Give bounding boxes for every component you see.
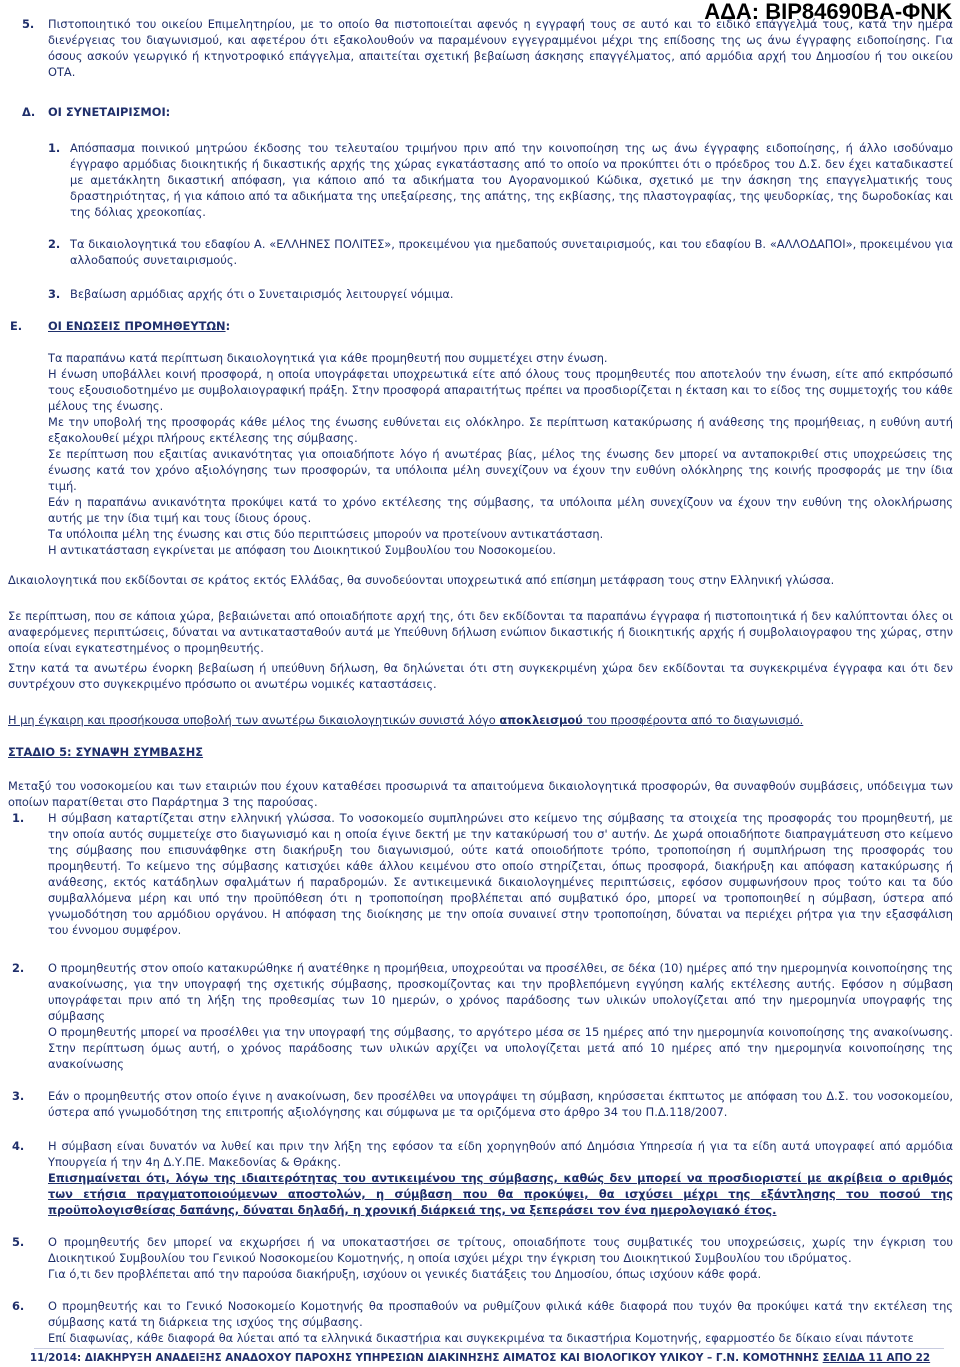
- section-e-paragraph: Σε περίπτωση που εξαιτίας ανικανότητας για οποιαδήποτε λόγο ή ανωτέρας βίας, μέλος της ένωσης δεν μπορεί να ανταποκριθεί στις υποχρεώσεις της ένωσης κατά τον χρόνο αξιολόγησης των προσφορών, τα υπόλοιπα μέλη συνεχίζουν να έχουν την ευθύνη ολόκληρης της κοινής προσφοράς με την ίδια τιμή.: [48, 447, 953, 493]
- stage-5-item-2-body: [48, 960, 953, 1072]
- stage-5-item-3-text: Εάν ο προμηθευτής στον οποίο έγινε η ανακοίνωση, δεν προσέλθει να υπογράψει τη σύμβαση, κηρύσσεται έκπτωτος με απόφαση του Δ.Σ. του νοσοκομείου, ύστερα από γνωμοδότηση της επιτροπής αξιολόγησης και σύμφωνα με τα οριζόμενα στο άρθρο 34 του Π.Δ.118/2007.: [48, 1089, 953, 1119]
- section-e-paragraph: Τα παραπάνω κατά περίπτωση δικαιολογητικά για κάθε προμηθευτή που συμμετέχει στην ένωση.: [48, 351, 608, 365]
- stage-5-item-2-number: 2.: [12, 961, 25, 975]
- section-e-body: [48, 350, 953, 558]
- section-e-paragraph: Εάν η παραπάνω ανικανότητα προκύψει κατά το χρόνο εκτέλεσης της σύμβασης, τα υπόλοιπα μέλη συνεχίζουν να έχουν την ευθύνη της ολοκλήρωσης αυτής με την ίδια τιμή και τους ίδιους όρους.: [48, 495, 953, 525]
- stage-5-item-1-number: 1.: [12, 811, 25, 825]
- stage-5-item-5-number: 5.: [12, 1235, 25, 1249]
- section-e-paragraph: Τα υπόλοιπα μέλη της ένωσης και στις δύο περιπτώσεις μπορούν να προτείνουν αντικατάσταση.: [48, 527, 604, 541]
- section-e-paragraph: Η αντικατάσταση εγκρίνεται με απόφαση του Διοικητικού Συμβουλίου του Νοσοκομείου.: [48, 543, 557, 557]
- stage-5-title: ΣΤΑΔΙΟ 5: ΣΥΝΑΨΗ ΣΥΜΒΑΣΗΣ: [8, 745, 204, 759]
- section-e-paragraph: Με την υποβολή της προσφοράς κάθε μέλος της ένωσης ευθύνεται εις ολόκληρο. Σε περίπτωση κατακύρωσης ή ανάθεσης της προμήθειας, η ευθύνη αυτή εξακολουθεί μέχρι πλήρους εκτέλεσης της σύμβασης.: [48, 415, 953, 445]
- page-footer: [0, 1350, 960, 1366]
- section-d-item-3-number: 3.: [48, 287, 61, 301]
- ada-code: ΑΔΑ: ΒΙΡ84690ΒΑ-ΦΝΚ: [704, 0, 952, 24]
- footer-page-label: ΣΕΛΙΔΑ 11 ΑΠΟ 22: [822, 1352, 931, 1364]
- section-e-title-wrap: [48, 318, 230, 334]
- stage-5-item-2-paragraph: Ο προμηθευτής μπορεί να προσέλθει για την υπογραφή της σύμβασης, το αργότερο μέσα σε 15 ημέρες από την ημερομηνία κοινοποίησης της ανακοίνωσης. Στην περίπτωση όμως αυτή, ο χρόνος παράδοσης των υλικών αρχίζει να υπολογίζεται μετά από 10 ημέρες από την ημερομηνία κοινοποίησης της ανακοίνωσης: [48, 1025, 953, 1071]
- stage-5-item-6-number: 6.: [12, 1299, 25, 1313]
- stage-5-item-6-paragraph: Επί διαφωνίας, κάθε διαφορά θα λύεται από τα ελληνικά δικαστήρια και συγκεκριμένα τα δικαστήρια Κομοτηνής, εφαρμοστέο δε δίκαιο είναι πάντοτε: [48, 1331, 914, 1345]
- stage-5-item-2-paragraph: Ο προμηθευτής στον οποίο κατακυρώθηκε ή ανατέθηκε η προμήθεια, υποχρεούται να προσέλθει, σε δέκα (10) ημέρες από την ημερομηνία κοινοποίησης της ανακοίνωσης, για την υπογραφή της σχετικής σύμβασης, προσκομίζοντας και την προβλεπόμενη εγγύηση καλής εκτέλεσης αυτής. Εφόσον η σύμβαση υπογράφεται πριν από τη λήξη της προθεσμίας των 10 ημερών, ο χρόνος παράδοσης των υλικών υπολογίζεται από την ημερομηνία υπογραφής της σύμβασης: [48, 961, 953, 1023]
- section-e-letter: Ε.: [10, 319, 23, 333]
- section-d-item-1-number: 1.: [48, 141, 61, 155]
- stage-5-item-6-body: [48, 1298, 953, 1346]
- stage-5-item-5-paragraph: Για ό,τι δεν προβλέπεται από την παρούσα διακήρυξη, ισχύουν οι γενικές διατάξεις του Δημοσίου, όπως ισχύουν κάθε φορά.: [48, 1267, 762, 1281]
- section-d-item-2-text: Τα δικαιολογητικά του εδαφίου Α. «ΕΛΛΗΝΕΣ ΠΟΛΙΤΕΣ», προκειμένου για ημεδαπούς συνεταιρισμούς, και του εδαφίου Β. «ΑΛΛΟΔΑΠΟΙ», προκειμένου για αλλοδαπούς συνεταιρισμούς.: [70, 237, 953, 267]
- section-d-item-1-text: Απόσπασμα ποινικού μητρώου έκδοσης του τελευταίου τριμήνου πριν από την κοινοποίηση της ως άνω έγγραφης ειδοποίησης, ή άλλο ισοδύναμο έγγραφο αρμόδιας διοικητικής ή δικαστικής αρχής της χώρας εγκατάστασης από το οποίο να προκύπτει ότι ο πρόεδρος του Δ.Σ. δεν έχει καταδικαστεί με αμετάκλητη δικαστική απόφαση, για κάποιο από τα αδικήματα του Αγορανομικού Κώδικα, σχετικό με την άσκηση της επαγγελματικής τους δραστηριότητας, ή για κάποιο από τα αδικήματα της υπεξαίρεσης, της απάτης, της εκβίασης, της πλαστογραφίας, της ψευδορκίας, της δωροδοκίας και της δόλιας χρεοκοπίας.: [70, 141, 953, 219]
- footer-text: 11/2014: ΔΙΑΚΗΡΥΞΗ ΑΝΑΔΕΙΞΗΣ ΑΝΑΔΟΧΟΥ ΠΑΡΟΧΗΣ ΥΠΗΡΕΣΙΩΝ ΔΙΑΚΙΝΗΣΗΣ ΑΙΜΑΤΟΣ ΚΑΙ ΒΙΟΛΟΓΙΚΟΥ ΥΛΙΚΟΥ – Γ.Ν. ΚΟΜΟΤΗΝΗΣ: [29, 1352, 819, 1364]
- stage-5-item-6-paragraph: Ο προμηθευτής και το Γενικό Νοσοκομείο Κομοτηνής θα προσπαθούν να ρυθμίζουν φιλικά κάθε διαφορά που τυχόν θα προκύψει κατά την εκτέλεση της σύμβασης κατά τη διάρκεια της ισχύος της σύμβασης.: [48, 1299, 953, 1329]
- stage-5-item-4-number: 4.: [12, 1139, 25, 1153]
- section-d-item-3-text: Βεβαίωση αρμόδιας αρχής ότι ο Συνεταιρισμός λειτουργεί νόμιμα.: [70, 287, 454, 301]
- stage-5-item-5-body: [48, 1234, 953, 1282]
- sworn-statement-note: Στην κατά τα ανωτέρω ένορκη βεβαίωση ή υπεύθυνη δήλωση, θα δηλώνεται ότι στη συγκεκριμένη χώρα δεν εκδίδονται τα συγκεκριμένα έγγραφα και ότι δεν συντρέχουν στο συγκεκριμένο πρόσωπο οι ανωτέρω νομικές καταστάσεις.: [8, 661, 953, 691]
- stage-5-intro: Μεταξύ του νοσοκομείου και των εταιριών που έχουν καταθέσει προσωρινά τα απαιτούμενα δικαιολογητικά προσφορών, θα συναφθούν συμβάσεις, υπόδειγμα των οποίων παρατίθεται στο Παράρτημα 3 της παρούσας.: [8, 779, 953, 809]
- no-issue-note: Σε περίπτωση, που σε κάποια χώρα, βεβαιώνεται από οποιαδήποτε αρχή της, ότι δεν εκδίδονται τα παραπάνω έγγραφα ή πιστοποιητικά ή δεν καλύπτονται όλες οι αναφερόμενες περιπτώσεις, δύναται να αντικατασταθούν αυτά με Υπεύθυνη δήλωση ενώπιον δικαστικής ή διοικητικής αρχής ή συμβολαιογραφου της χώρας, στην οποία είναι εγκατεστημένος ο προμηθευτής.: [8, 609, 953, 655]
- stage-5-item-4-paragraph: Η σύμβαση είναι δυνατόν να λυθεί και πριν την λήξη της εφόσον τα είδη χορηγηθούν από Δημόσια Υπηρεσία ή για τα είδη αυτά υπογραφεί από αρμόδια Υπουργεία ή την 4η Δ.Υ.ΠΕ. Μακεδονίας & Θράκης.: [48, 1139, 953, 1169]
- footer-divider: [34, 1348, 944, 1349]
- section-e-paragraph: Η ένωση υποβάλλει κοινή προσφορά, η οποία υπογράφεται υποχρεωτικά είτε από όλους τους προμηθευτές που αποτελούν την ένωση, είτε από εκπρόσωπό τους εξουσιοδοτημένο με συμβολαιογραφική πράξη. Στην προσφορά απαραιτήτως πρέπει να προσδιορίζεται η έκταση και το είδος της συμμετοχής του κάθε μέλους της ένωσης.: [48, 367, 953, 413]
- item-5-text: Πιστοποιητικό του οικείου Επιμελητηρίου, με το οποίο θα πιστοποιείται αφενός η εγγραφή τους σε αυτό και το ειδικό επάγγελμά τους, κατά την ημέρα διενέργειας του διαγωνισμού, και αφετέρου ότι εξακολουθούν να παραμένουν εγγεγραμμένοι μέχρι της επίδοσης της ως άνω έγγραφης ειδοποίησης. Για όσους ασκούν γεωργικό ή κτηνοτροφικό επάγγελμα, απαιτείται σχετική βεβαίωση άσκησης επαγγέλματος, από αρμόδια αρχή του Δημοσίου ή του οικείου ΟΤΑ.: [48, 17, 953, 79]
- section-e-title-colon: :: [225, 319, 231, 333]
- exclusion-pre: Η μη έγκαιρη και προσήκουσα υποβολή των ανωτέρω δικαιολογητικών συνιστά λόγο: [8, 713, 500, 727]
- stage-5-item-1-text: Η σύμβαση καταρτίζεται στην ελληνική γλώσσα. Το νοσοκομείο συμπληρώνει στο κείμενο της σύμβασης τα στοιχεία της προσφοράς του προμηθευτή, με την οποία αυτός συμμετείχε στο διαγωνισμό και η οποία έγινε δεκτή με την κατακύρωσή του σ' αυτήν. Δε χωρά οποιαδήποτε διαπραγμάτευση στο κείμενο της σύμβασης που επισυνάφθηκε στη διακήρυξη του διαγωνισμού, ούτε κατά οποιοδήποτε τρόπο, τροποποίηση ή συμπλήρωση της προσφοράς του προμηθευτή. Το κείμενο της σύμβασης κατισχύει κάθε άλλου κειμένου στο οποίο στηρίζεται, όπως προσφορά, διακήρυξη και απόφαση κατακύρωσης ή ανάθεσης, εκτός κατάδηλων σφαλμάτων ή παραδρομών. Σε αντικειμενικά δικαιολογημένες περιπτώσεις, εφόσον συμφωνήσουν προς τούτο και τα δύο συμβαλλόμενα μέρη και υπό την προϋπόθεση ότι η τροποποίηση προβλέπεται από συμβατικό όρο, μπορεί να τροποποιηθεί η σύμβαση, ύστερα από γνωμοδότηση του αρμόδιου οργάνου. Η απόφαση της διοίκησης με την οποία συναινεί στην τροποποίηση, δύναται να περιέχει ρήτρα για την εξασφάλιση του έννομου συμφέρον.: [48, 811, 953, 937]
- section-e-title: ΟΙ ΕΝΩΣΕΙΣ ΠΡΟΜΗΘΕΥΤΩΝ: [48, 319, 226, 333]
- exclusion-bold: αποκλεισμού: [499, 713, 583, 727]
- item-5-number: 5.: [22, 17, 35, 31]
- section-d-item-2-number: 2.: [48, 237, 61, 251]
- foreign-docs-note: Δικαιολογητικά που εκδίδονται σε κράτος εκτός Ελλάδας, θα συνοδεύονται υποχρεωτικά από επίσημη μετάφραση τους στην Ελληνική γλώσσα.: [8, 573, 835, 587]
- section-d-letter: Δ.: [22, 105, 36, 119]
- exclusion-post: του προσφέροντα από το διαγωνισμό.: [582, 713, 804, 727]
- stage-5-item-4-emphasis: Επισημαίνεται ότι, λόγω της ιδιαιτερότητας του αντικειμένου της σύμβασης, καθώς δεν μπορεί να προσδιοριστεί με ακρίβεια ο αριθμός των ετήσια πραγματοποιούμενων αποστολών, η σύμβαση που θα προκύψει, θα ισχύσει μέχρι της εξάντλησης του ποσού της προϋπολογισθείσας δαπάνης, δύναται δηλαδή, η χρονική διάρκειά της, να ξεπεράσει τον ένα ημερολογιακό έτος.: [48, 1171, 953, 1217]
- stage-5-item-3-number: 3.: [12, 1089, 25, 1103]
- stage-5-item-4-body: [48, 1138, 953, 1218]
- stage-5-item-5-paragraph: Ο προμηθευτής δεν μπορεί να εκχωρήσει ή να υποκαταστήσει σε τρίτους, οποιαδήποτε τους συμβατικές του υποχρεώσεις, χωρίς την έγκριση του Διοικητικού Συμβουλίου του Γενικού Νοσοκομείου Κομοτηνής, η οποία ισχύει μέχρι την έγκριση του Διοικητικού Συμβουλίου του ιδρύματος.: [48, 1235, 953, 1265]
- exclusion-note: [8, 712, 953, 728]
- section-d-title: ΟΙ ΣΥΝΕΤΑΙΡΙΣΜΟΙ:: [48, 105, 171, 119]
